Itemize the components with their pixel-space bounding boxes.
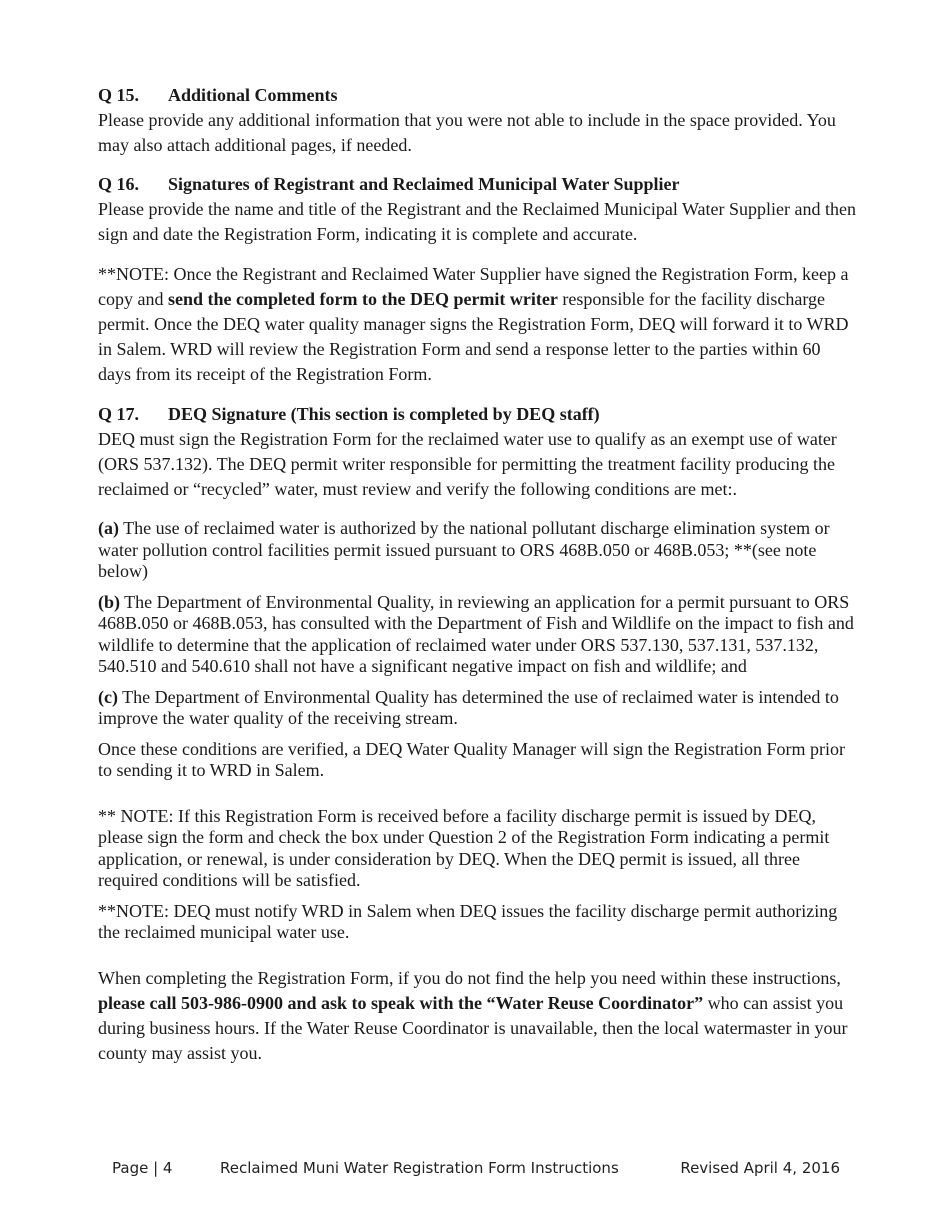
q16-heading bbox=[98, 173, 858, 195]
q15-title: Additional Comments bbox=[168, 85, 338, 105]
q17-condition-c-text: The Department of Environmental Quality has determined the use of reclaimed water is intended to improve the water quality of the receiving stream. bbox=[98, 686, 839, 728]
q16-note-start: **NOTE: Once the Registrant and Reclaimed Water Supplier have signed the Registration Form, keep a copy and bbox=[98, 264, 849, 309]
q17-condition-a bbox=[98, 518, 858, 583]
q16-note-end: responsible for the facility discharge permit. Once the DEQ water quality manager signs the Registration Form, DEQ will forward it to WRD in Salem. WRD will review the Registration Form and send a response letter to the parties within 60 days from its receipt of the Registration Form. bbox=[98, 289, 849, 384]
q17-verified: Once these conditions are verified, a DEQ Water Quality Manager will sign the Registration Form prior to sending it to WRD in Salem. bbox=[98, 738, 846, 780]
footer-document-title: Reclaimed Muni Water Registration Form Instructions bbox=[220, 1159, 619, 1177]
page-footer bbox=[112, 1159, 840, 1183]
q17-heading bbox=[98, 403, 858, 425]
footer-revised-date: Revised April 4, 2016 bbox=[680, 1159, 840, 1177]
q16-note bbox=[98, 262, 858, 387]
closing-start: When completing the Registration Form, if you do not find the help you need within these instructions, bbox=[98, 967, 841, 988]
q15-heading bbox=[98, 84, 858, 106]
q16-number: Q 16. bbox=[98, 174, 140, 194]
q16-note-bold: send the completed form to the DEQ permit writer bbox=[167, 289, 558, 309]
q17-note-2: **NOTE: DEQ must notify WRD in Salem when DEQ issues the facility discharge permit authorizing the reclaimed municipal water use. bbox=[98, 900, 838, 942]
closing-end: who can assist you during business hours. If the Water Reuse Coordinator is unavailable, then the local watermaster in your county may assist you. bbox=[98, 992, 848, 1063]
q17-condition-a-label: (a) bbox=[98, 518, 119, 538]
page-content bbox=[98, 84, 858, 1066]
q17-condition-b bbox=[98, 592, 858, 678]
closing-bold: please call 503-986-0900 and ask to speak with the “Water Reuse Coordinator” bbox=[98, 992, 704, 1013]
q16-body: Please provide the name and title of the Registrant and the Reclaimed Municipal Water Supplier and then sign and date the Registration Form, indicating it is complete and accurate. bbox=[98, 199, 856, 244]
q17-condition-b-label: (b) bbox=[98, 591, 120, 612]
q15-number: Q 15. bbox=[98, 85, 140, 105]
q17-condition-c bbox=[98, 687, 858, 730]
q17-number: Q 17. bbox=[98, 404, 140, 424]
q17-body: DEQ must sign the Registration Form for the reclaimed water use to qualify as an exempt use of water (ORS 537.132). The DEQ permit writer responsible for permitting the treatment facility producing the reclaimed or “recycled” water, must review and verify the following conditions are met:. bbox=[98, 429, 837, 499]
q16-title: Signatures of Registrant and Reclaimed Municipal Water Supplier bbox=[168, 174, 680, 194]
closing-paragraph bbox=[98, 966, 858, 1066]
q17-note-1: ** NOTE: If this Registration Form is received before a facility discharge permit is issued by DEQ, please sign the form and check the box under Question 2 of the Registration Form indicating a permit application, or renewal, is under consideration by DEQ. When the DEQ permit is issued, all three required conditions will be satisfied. bbox=[98, 805, 830, 890]
q17-condition-c-label: (c) bbox=[98, 686, 118, 707]
footer-page-number: Page | 4 bbox=[112, 1159, 173, 1177]
q17-condition-a-text: The use of reclaimed water is authorized by the national pollutant discharge elimination system or water pollution control facilities permit issued pursuant to ORS 468B.050 or 468B.053; **(see note below) bbox=[98, 518, 830, 581]
q17-condition-b-text: The Department of Environmental Quality, in reviewing an application for a permit pursuant to ORS 468B.050 or 468B.053, has consulted with the Department of Fish and Wildlife on the impact to fish and wildlife to determine that the application of reclaimed water under ORS 537.130, 537.131, 537.132, 540.510 and 540.610 shall not have a significant negative impact on fish and wildlife; and bbox=[98, 591, 854, 676]
q15-body: Please provide any additional information that you were not able to include in the space provided. You may also attach additional pages, if needed. bbox=[98, 110, 836, 155]
q17-title: DEQ Signature (This section is completed by DEQ staff) bbox=[168, 404, 600, 424]
